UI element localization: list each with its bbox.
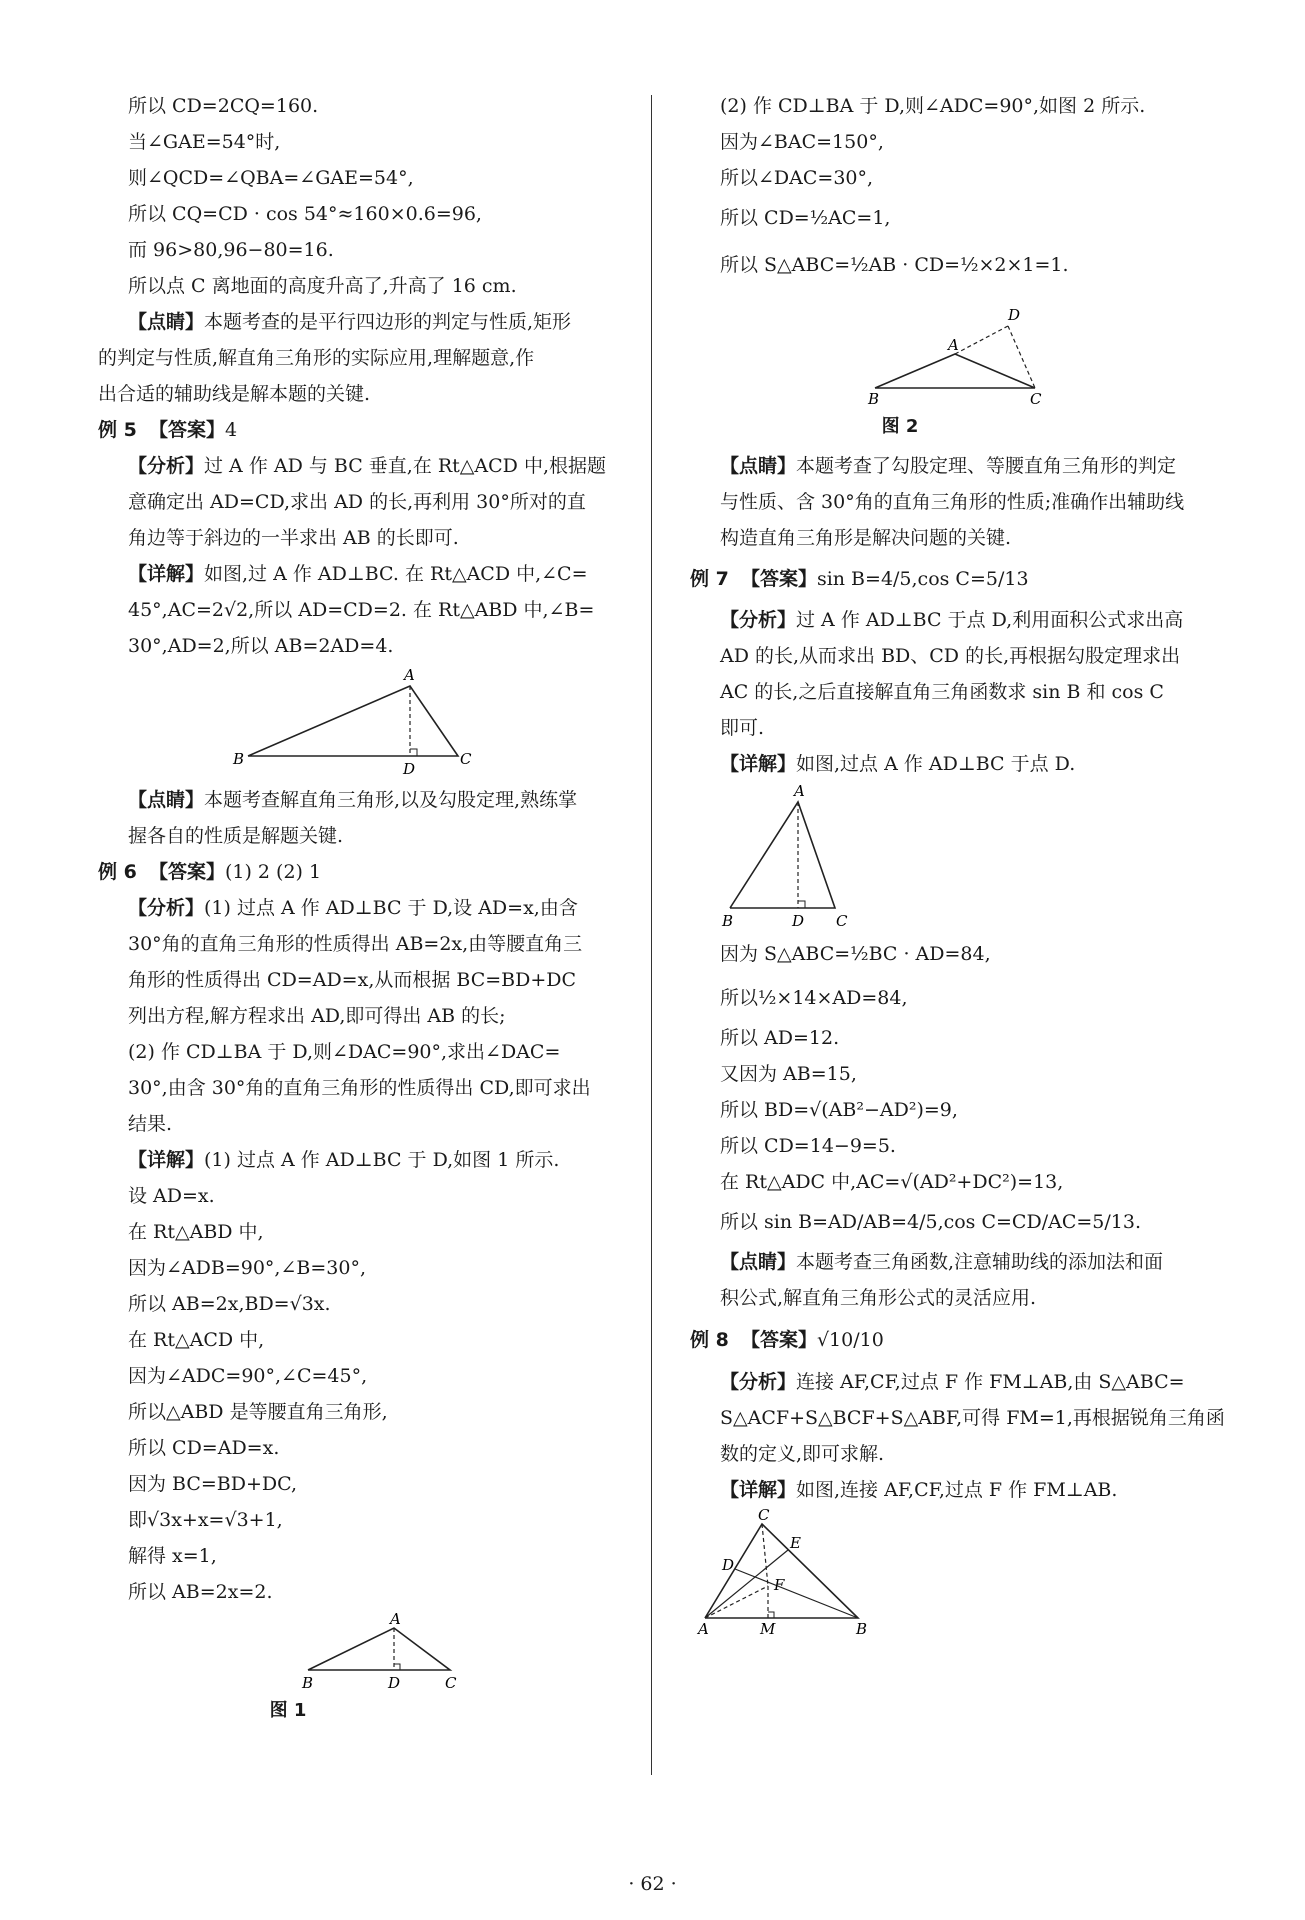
dianjing-text: 本题考查的是平行四边形的判定与性质,矩形: [204, 311, 572, 333]
detail-line: [690, 1472, 1210, 1508]
dianjing-tag: 【点睛】: [720, 1251, 797, 1273]
dianjing-tag: 【点睛】: [720, 455, 797, 477]
detail-tag: 【详解】: [720, 1479, 797, 1501]
example-label: 例 6: [98, 861, 137, 883]
answer-value: √10/10: [816, 1329, 884, 1351]
text-line: 因为 BC=BD+DC,: [128, 1473, 298, 1495]
dianjing-line: [690, 448, 1210, 484]
text-line: 当∠GAE=54°时,: [128, 131, 281, 153]
text-line: 角形的性质得出 CD=AD=x,从而根据 BC=BD+DC: [128, 969, 577, 991]
text-line: 握各自的性质是解题关键.: [128, 825, 344, 847]
vertex-label: D: [403, 760, 416, 778]
example-8-answer: [690, 1316, 1210, 1364]
triangle-diagram: [690, 1508, 1210, 1638]
text-line: 与性质、含 30°角的直角三角形的性质;准确作出辅助线: [720, 491, 1185, 513]
text-line: 列出方程,解方程求出 AD,即可得出 AB 的长;: [128, 1005, 506, 1027]
vertex-label: D: [388, 1674, 401, 1692]
text-line: 在 Rt△ADC 中,AC=√(AD²+DC²)=13,: [720, 1171, 1064, 1193]
vertex-label: A: [794, 782, 805, 800]
text-line: 因为∠ADC=90°,∠C=45°,: [128, 1365, 368, 1387]
dianjing-line: [98, 782, 638, 818]
text-line: 所以 CQ=CD · cos 54°≈160×0.6=96,: [128, 203, 482, 225]
analysis-tag: 【分析】: [720, 609, 797, 631]
text-line: 所以点 C 离地面的高度升高了,升高了 16 cm.: [128, 275, 517, 297]
vertex-label: A: [404, 666, 415, 684]
triangle-diagram: [98, 664, 638, 782]
analysis-text: 过 A 作 AD⊥BC 于点 D,利用面积公式求出高: [796, 609, 1184, 631]
detail-text: 如图,过点 A 作 AD⊥BC 于点 D.: [796, 753, 1076, 775]
figure-ex8: [690, 1508, 1210, 1638]
text-line: 即√3x+x=√3+1,: [128, 1509, 283, 1531]
example-label: 例 8: [690, 1329, 729, 1351]
text-line: (2) 作 CD⊥BA 于 D,则∠DAC=90°,求出∠DAC=: [128, 1041, 561, 1063]
dianjing-tag: 【点睛】: [128, 789, 205, 811]
text-line: 所以 CD=14−9=5.: [720, 1135, 896, 1157]
answer-value: sin B=4/5,cos C=5/13: [816, 568, 1029, 590]
text-line: 所以 AB=2x,BD=√3x.: [128, 1293, 331, 1315]
vertex-label: B: [302, 1674, 314, 1692]
text-line: 所以 sin B=AD/AB=4/5,cos C=CD/AC=5/13.: [720, 1211, 1141, 1233]
dianjing-text: 本题考查解直角三角形,以及勾股定理,熟练掌: [204, 789, 578, 811]
analysis-line: [690, 602, 1210, 638]
text-line: 角边等于斜边的一半求出 AB 的长即可.: [128, 527, 459, 549]
dianjing-line: [690, 1244, 1210, 1280]
text-line: (2) 作 CD⊥BA 于 D,则∠ADC=90°,如图 2 所示.: [720, 95, 1146, 117]
example-label: 例 5: [98, 419, 137, 441]
analysis-tag: 【分析】: [720, 1371, 797, 1393]
page-number: · 62 ·: [628, 1873, 677, 1895]
text-line: 所以 AB=2x=2.: [128, 1581, 273, 1603]
text-line: 所以 CD=2CQ=160.: [128, 95, 319, 117]
dianjing-tag: 【点睛】: [128, 311, 205, 333]
vertex-label: C: [758, 1508, 770, 1524]
figure-ex5: [98, 664, 638, 782]
answer-value: 4: [224, 419, 238, 441]
example-7-answer: [690, 556, 1210, 602]
text-line: 所以 BD=√(AB²−AD²)=9,: [720, 1099, 958, 1121]
text-line: 的判定与性质,解直角三角形的实际应用,理解题意,作: [98, 347, 535, 369]
text-line: 数的定义,即可求解.: [720, 1443, 885, 1465]
figure-caption: 图 1: [269, 1700, 307, 1721]
answer-tag: 【答案】: [148, 419, 225, 441]
analysis-tag: 【分析】: [128, 455, 205, 477]
dianjing-line: [98, 304, 638, 340]
text-line: 在 Rt△ABD 中,: [128, 1221, 264, 1243]
detail-text: 如图,过 A 作 AD⊥BC. 在 Rt△ACD 中,∠C=: [204, 563, 588, 585]
vertex-label: C: [836, 912, 848, 930]
text-line: 所以 CD=AD=x.: [128, 1437, 280, 1459]
text-line: 设 AD=x.: [128, 1185, 215, 1207]
analysis-line: [98, 448, 638, 484]
text-line: 所以½×14×AD=84,: [720, 987, 908, 1009]
vertex-label: B: [868, 390, 880, 408]
figure-1: [98, 1610, 638, 1720]
example-label: 例 7: [690, 568, 729, 590]
text-line: 30°,AD=2,所以 AB=2AD=4.: [128, 635, 394, 657]
dianjing-text: 本题考查三角函数,注意辅助线的添加法和面: [796, 1251, 1164, 1273]
vertex-label: D: [792, 912, 805, 930]
text-line: 出合适的辅助线是解本题的关键.: [98, 383, 371, 405]
detail-text: (1) 过点 A 作 AD⊥BC 于 D,如图 1 所示.: [204, 1149, 560, 1171]
detail-tag: 【详解】: [128, 563, 205, 585]
vertex-label: B: [722, 912, 734, 930]
text-line: 所以 AD=12.: [720, 1027, 840, 1049]
triangle-diagram: [690, 298, 1210, 408]
text-line: 构造直角三角形是解决问题的关键.: [720, 527, 1012, 549]
figure-caption: 图 2: [881, 416, 919, 437]
text-line: 所以 S△ABC=½AB · CD=½×2×1=1.: [720, 254, 1069, 276]
text-line: 则∠QCD=∠QBA=∠GAE=54°,: [128, 167, 414, 189]
detail-line: [98, 556, 638, 592]
text-line: 30°角的直角三角形的性质得出 AB=2x,由等腰直角三: [128, 933, 583, 955]
text-line: 所以△ABD 是等腰直角三角形,: [128, 1401, 388, 1423]
text-line: 即可.: [720, 717, 765, 739]
text-line: 又因为 AB=15,: [720, 1063, 857, 1085]
analysis-line: [690, 1364, 1210, 1400]
text-line: 30°,由含 30°角的直角三角形的性质得出 CD,即可求出: [128, 1077, 591, 1099]
text-line: 45°,AC=2√2,所以 AD=CD=2. 在 Rt△ABD 中,∠B=: [128, 599, 595, 621]
text-line: S△ACF+S△BCF+S△ABF,可得 FM=1,再根据锐角三角函: [720, 1407, 1225, 1429]
vertex-label: E: [790, 1534, 801, 1552]
text-line: 意确定出 AD=CD,求出 AD 的长,再利用 30°所对的直: [128, 491, 586, 513]
analysis-text: 连接 AF,CF,过点 F 作 FM⊥AB,由 S△ABC=: [796, 1371, 1185, 1393]
right-column: [690, 88, 1225, 1638]
triangle-diagram: [98, 1610, 638, 1692]
vertex-label: A: [698, 1620, 709, 1638]
answer-tag: 【答案】: [740, 1329, 817, 1351]
figure-ex7: [690, 782, 1210, 932]
vertex-label: A: [948, 336, 959, 354]
vertex-label: C: [1030, 390, 1042, 408]
vertex-label: C: [460, 750, 472, 768]
vertex-label: D: [722, 1556, 735, 1574]
vertex-label: A: [390, 1610, 401, 1628]
text-line: 因为∠BAC=150°,: [720, 131, 884, 153]
analysis-text: 过 A 作 AD 与 BC 垂直,在 Rt△ACD 中,根据题: [204, 455, 606, 477]
text-line: 结果.: [128, 1113, 173, 1135]
detail-tag: 【详解】: [128, 1149, 205, 1171]
dianjing-text: 本题考查了勾股定理、等腰直角三角形的判定: [796, 455, 1177, 477]
example-6-answer: [98, 854, 638, 890]
text-line: 所以∠DAC=30°,: [720, 167, 874, 189]
vertex-label: B: [856, 1620, 868, 1638]
detail-line: [690, 746, 1210, 782]
text-line: 积公式,解直角三角形公式的灵活应用.: [720, 1287, 1037, 1309]
detail-text: 如图,连接 AF,CF,过点 F 作 FM⊥AB.: [796, 1479, 1118, 1501]
answer-tag: 【答案】: [148, 861, 225, 883]
vertex-label: B: [233, 750, 245, 768]
text-line: AC 的长,之后直接解直角三角函数求 sin B 和 cos C: [720, 681, 1164, 703]
answer-value: (1) 2 (2) 1: [224, 861, 322, 883]
vertex-label: M: [760, 1620, 776, 1638]
example-5-answer: [98, 412, 638, 448]
analysis-tag: 【分析】: [128, 897, 205, 919]
text-line: 在 Rt△ACD 中,: [128, 1329, 265, 1351]
answer-tag: 【答案】: [740, 568, 817, 590]
text-line: 因为∠ADB=90°,∠B=30°,: [128, 1257, 366, 1279]
text-line: 解得 x=1,: [128, 1545, 217, 1567]
detail-line: [98, 1142, 638, 1178]
vertex-label: F: [774, 1576, 785, 1594]
vertex-label: C: [445, 1674, 457, 1692]
column-divider: [651, 95, 652, 1775]
analysis-line: [98, 890, 638, 926]
triangle-diagram: [690, 782, 1210, 932]
detail-tag: 【详解】: [720, 753, 797, 775]
figure-2: [690, 298, 1210, 448]
analysis-text: (1) 过点 A 作 AD⊥BC 于 D,设 AD=x,由含: [204, 897, 578, 919]
text-line: AD 的长,从而求出 BD、CD 的长,再根据勾股定理求出: [720, 645, 1181, 667]
text-line: 所以 CD=½AC=1,: [720, 207, 891, 229]
text-line: 因为 S△ABC=½BC · AD=84,: [720, 943, 991, 965]
vertex-label: D: [1008, 306, 1021, 324]
text-line: 而 96>80,96−80=16.: [128, 239, 334, 261]
left-column: [98, 88, 638, 1720]
